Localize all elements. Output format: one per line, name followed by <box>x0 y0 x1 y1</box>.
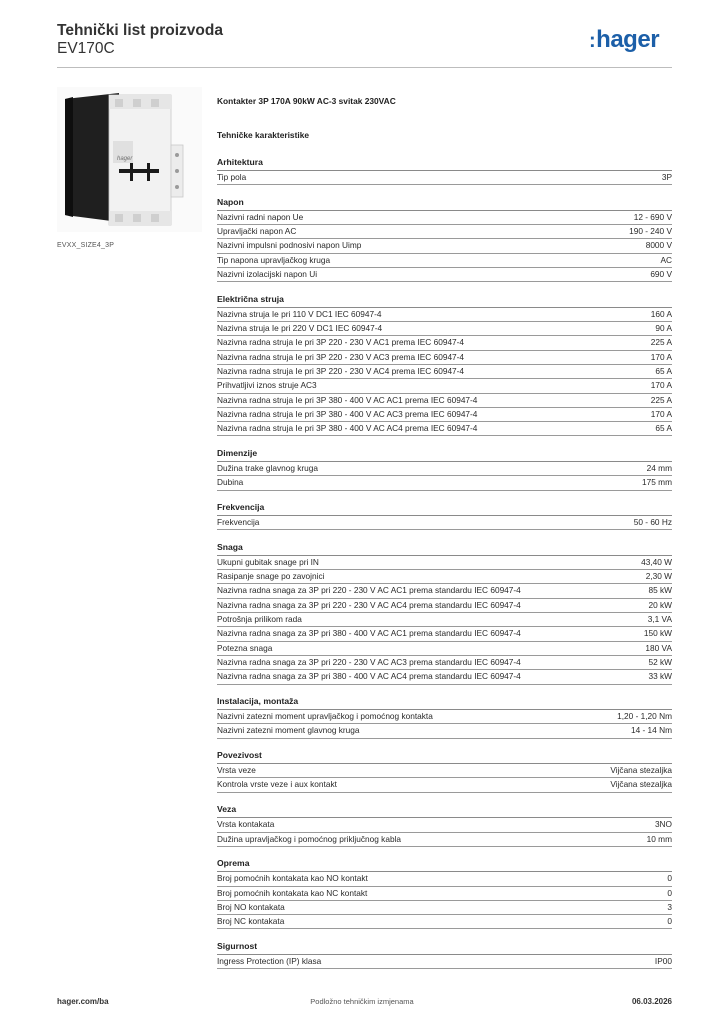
section-title: Veza <box>217 804 672 818</box>
spec-value: AC <box>660 254 672 265</box>
section-title: Arhitektura <box>217 157 672 171</box>
spec-label: Ingress Protection (IP) klasa <box>217 955 322 966</box>
spec-label: Nazivna struja Ie pri 110 V DC1 IEC 60947-4 <box>217 308 382 319</box>
spec-row <box>217 422 672 436</box>
spec-value: 180 VA <box>645 642 672 653</box>
spec-label: Tip napona upravljačkog kruga <box>217 254 331 265</box>
section-title: Snaga <box>217 542 672 556</box>
spec-value: Vijčana stezaljka <box>610 779 672 790</box>
device-brand-label: hager <box>117 156 133 162</box>
spec-row <box>217 254 672 268</box>
spec-label: Rasipanje snage po zavojnici <box>217 571 325 582</box>
spec-value: Vijčana stezaljka <box>610 765 672 776</box>
spec-row <box>217 710 672 724</box>
spec-row <box>217 394 672 408</box>
spec-section <box>217 941 672 969</box>
spec-value: 3,1 VA <box>647 614 672 625</box>
spec-value: 0 <box>667 887 672 898</box>
spec-value: IP00 <box>654 955 672 966</box>
spec-row <box>217 462 672 476</box>
spec-label: Broj pomoćnih kontakata kao NO kontakt <box>217 873 368 884</box>
logo-text: hager <box>596 26 660 53</box>
spec-value: 690 V <box>650 268 672 279</box>
spec-value: 0 <box>667 916 672 927</box>
spec-value: 12 - 690 V <box>633 211 672 222</box>
spec-row <box>217 872 672 886</box>
spec-row <box>217 171 672 185</box>
spec-value: 20 kW <box>648 599 672 610</box>
spec-label: Nazivna radna snaga za 3P pri 380 - 400 V AC AC1 prema standardu IEC 60947-4 <box>217 628 521 639</box>
section-title: Povezivost <box>217 750 672 764</box>
spec-row <box>217 642 672 656</box>
spec-label: Broj NO kontakata <box>217 901 285 912</box>
footer-website: hager.com/ba <box>57 997 109 1006</box>
spec-label: Dužina upravljačkog i pomoćnog priključnog kabla <box>217 833 402 844</box>
spec-label: Potrošnja prilikom rada <box>217 614 302 625</box>
product-description: Kontakter 3P 170A 90kW AC-3 svitak 230VAC <box>217 96 396 106</box>
spec-row <box>217 656 672 670</box>
spec-row <box>217 915 672 929</box>
section-title: Dimenzije <box>217 448 672 462</box>
spec-row <box>217 955 672 969</box>
spec-row <box>217 268 672 282</box>
spec-label: Nazivni zatezni moment upravljačkog i pomoćnog kontakta <box>217 711 433 722</box>
spec-label: Vrsta kontakata <box>217 819 275 830</box>
spec-row <box>217 225 672 239</box>
spec-section <box>217 858 672 929</box>
spec-row <box>217 516 672 530</box>
spec-value: 160 A <box>650 308 672 319</box>
spec-row <box>217 627 672 641</box>
spec-label: Nazivna radna snaga za 3P pri 220 - 230 V AC AC4 prema standardu IEC 60947-4 <box>217 599 521 610</box>
spec-label: Nazivna radna snaga za 3P pri 220 - 230 V AC AC1 prema standardu IEC 60947-4 <box>217 585 521 596</box>
spec-section <box>217 448 672 491</box>
spec-label: Ukupni gubitak snage pri IN <box>217 556 319 567</box>
spec-label: Dužina trake glavnog kruga <box>217 462 319 473</box>
image-caption: EVXX_SIZE4_3P <box>57 242 115 249</box>
spec-label: Nazivna struja Ie pri 220 V DC1 IEC 60947-4 <box>217 323 383 334</box>
spec-row <box>217 365 672 379</box>
spec-section <box>217 502 672 530</box>
spec-section <box>217 696 672 739</box>
spec-value: 175 mm <box>642 477 672 488</box>
spec-value: 43,40 W <box>641 556 672 567</box>
spec-row <box>217 901 672 915</box>
footer-date: 06.03.2026 <box>631 997 672 1006</box>
product-image <box>57 87 202 232</box>
spec-value: 225 A <box>650 337 672 348</box>
document-title: Tehnički list proizvoda <box>57 22 223 39</box>
logo-colon: : <box>589 30 596 52</box>
spec-row <box>217 322 672 336</box>
spec-section <box>217 542 672 685</box>
spec-value: 3P <box>661 172 672 182</box>
spec-label: Kontrola vrste veze i aux kontakt <box>217 779 337 790</box>
section-title: Električna struja <box>217 294 672 308</box>
spec-value: 3 <box>667 901 672 912</box>
hager-logo <box>589 28 659 52</box>
spec-label: Nazivni radni napon Ue <box>217 211 304 222</box>
spec-label: Prihvatljivi iznos struje AC3 <box>217 380 317 391</box>
spec-row <box>217 724 672 738</box>
spec-row <box>217 599 672 613</box>
spec-value: 52 kW <box>648 656 672 667</box>
spec-value: 65 A <box>655 365 672 376</box>
spec-row <box>217 476 672 490</box>
spec-label: Dubina <box>217 477 244 488</box>
spec-row <box>217 351 672 365</box>
section-title: Napon <box>217 197 672 211</box>
spec-row <box>217 833 672 847</box>
spec-label: Nazivni impulsni podnosivi napon Uimp <box>217 240 362 251</box>
spec-row <box>217 239 672 253</box>
spec-value: 50 - 60 Hz <box>633 517 672 528</box>
spec-row <box>217 336 672 350</box>
spec-row <box>217 556 672 570</box>
spec-value: 170 A <box>650 380 672 391</box>
spec-row <box>217 211 672 225</box>
spec-row <box>217 584 672 598</box>
spec-label: Nazivna radna struja Ie pri 3P 220 - 230 V AC4 prema IEC 60947-4 <box>217 365 465 376</box>
spec-label: Vrsta veze <box>217 765 256 776</box>
spec-section <box>217 197 672 282</box>
header-divider <box>57 67 672 68</box>
spec-value: 190 - 240 V <box>629 226 672 237</box>
spec-section <box>217 750 672 793</box>
section-title: Oprema <box>217 858 672 872</box>
spec-value: 1,20 - 1,20 Nm <box>617 711 672 722</box>
spec-value: 85 kW <box>648 585 672 596</box>
spec-row <box>217 308 672 322</box>
spec-row <box>217 887 672 901</box>
spec-label: Broj pomoćnih kontakata kao NC kontakt <box>217 887 368 898</box>
spec-label: Upravljački napon AC <box>217 226 297 237</box>
spec-row <box>217 818 672 832</box>
spec-label: Nazivni zatezni moment glavnog kruga <box>217 725 360 736</box>
spec-row <box>217 670 672 684</box>
footer-note: Podložno tehničkim izmjenama <box>310 997 414 1006</box>
section-title: Frekvencija <box>217 502 672 516</box>
spec-label: Nazivni izolacijski napon Ui <box>217 268 318 279</box>
spec-sections <box>217 157 672 969</box>
spec-label: Broj NC kontakata <box>217 916 285 927</box>
spec-value: 150 kW <box>643 628 672 639</box>
section-title: Instalacija, montaža <box>217 696 672 710</box>
spec-row <box>217 570 672 584</box>
spec-label: Tip pola <box>217 172 247 182</box>
spec-value: 10 mm <box>646 833 672 844</box>
spec-label: Nazivna radna struja Ie pri 3P 380 - 400 V AC AC3 prema IEC 60947-4 <box>217 408 478 419</box>
spec-value: 2,30 W <box>645 571 672 582</box>
spec-row <box>217 778 672 792</box>
spec-label: Frekvencija <box>217 517 260 528</box>
spec-value: 33 kW <box>648 671 672 682</box>
section-title: Sigurnost <box>217 941 672 955</box>
spec-label: Nazivna radna struja Ie pri 3P 380 - 400 V AC AC1 prema IEC 60947-4 <box>217 394 478 405</box>
spec-value: 14 - 14 Nm <box>630 725 672 736</box>
spec-value: 225 A <box>650 394 672 405</box>
product-code: EV170C <box>57 40 115 57</box>
spec-value: 3NO <box>654 819 672 830</box>
spec-value: 90 A <box>655 323 672 334</box>
tech-heading: Tehničke karakteristike <box>217 130 310 140</box>
spec-label: Nazivna radna struja Ie pri 3P 380 - 400 V AC AC4 prema IEC 60947-4 <box>217 423 478 434</box>
spec-section <box>217 804 672 847</box>
spec-value: 170 A <box>650 351 672 362</box>
spec-label: Nazivna radna snaga za 3P pri 380 - 400 V AC AC4 prema standardu IEC 60947-4 <box>217 671 521 682</box>
spec-value: 8000 V <box>645 240 672 251</box>
spec-label: Nazivna radna struja Ie pri 3P 220 - 230 V AC3 prema IEC 60947-4 <box>217 351 465 362</box>
spec-content <box>217 96 672 981</box>
spec-value: 24 mm <box>646 462 672 473</box>
spec-row <box>217 408 672 422</box>
spec-value: 65 A <box>655 423 672 434</box>
spec-section <box>217 294 672 437</box>
spec-label: Nazivna radna struja Ie pri 3P 220 - 230 V AC1 prema IEC 60947-4 <box>217 337 465 348</box>
spec-section <box>217 157 672 185</box>
spec-row <box>217 764 672 778</box>
spec-label: Potezna snaga <box>217 642 273 653</box>
spec-label: Nazivna radna snaga za 3P pri 220 - 230 V AC AC3 prema standardu IEC 60947-4 <box>217 656 521 667</box>
spec-row <box>217 379 672 393</box>
spec-value: 170 A <box>650 408 672 419</box>
spec-row <box>217 613 672 627</box>
spec-value: 0 <box>667 873 672 884</box>
